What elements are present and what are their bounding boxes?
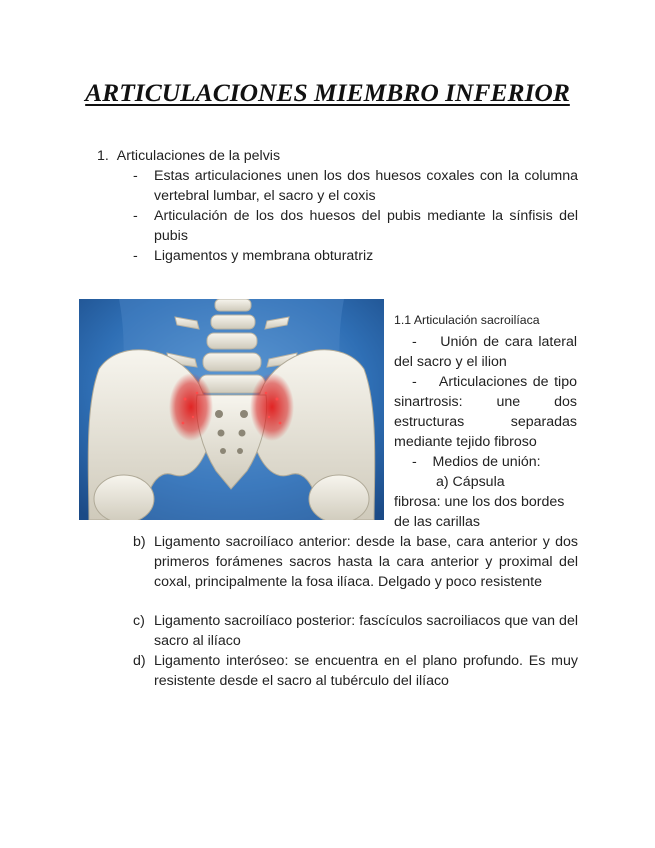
list-item: Ligamento interóseo: se encuentra en el plano profundo. Es muy resistente desde el sacro al tubérculo del ilíaco bbox=[154, 653, 578, 689]
section-heading bbox=[97, 146, 280, 166]
paragraph-text: Medios de unión: bbox=[432, 454, 541, 470]
paragraph-text: Unión de cara lateral del sacro y el ilion bbox=[394, 334, 577, 370]
paragraph-text: Articulaciones de tipo sinartrosis: une dos estructuras separadas mediante tejido fibroso bbox=[394, 374, 577, 450]
subsection-paragraph bbox=[394, 452, 577, 472]
subsection-heading: 1.1 Articulación sacroilíaca bbox=[394, 313, 540, 327]
bullet-item: Estas articulaciones unen los dos huesos coxales con la columna vertebral lumbar, el sacro y el coxis bbox=[154, 168, 578, 204]
section-heading-text: Articulaciones de la pelvis bbox=[116, 148, 281, 164]
bullet-dash: - bbox=[412, 454, 417, 470]
subsection-paragraph: fibrosa: une los dos bordes de las carillas bbox=[394, 494, 565, 530]
bullet-dash: - bbox=[133, 168, 138, 184]
page-title: ARTICULACIONES MIEMBRO INFERIOR bbox=[85, 78, 570, 107]
section-number: 1. bbox=[97, 148, 109, 164]
list-item-label: d) bbox=[133, 653, 146, 669]
bullet-dash: - bbox=[412, 334, 417, 350]
list-item-label: b) bbox=[133, 534, 146, 550]
bullet-item: Ligamentos y membrana obturatriz bbox=[154, 248, 374, 264]
bullet-dash: - bbox=[133, 208, 138, 224]
list-item: Ligamento sacroilíaco anterior: desde la base, cara anterior y dos primeros forámenes sacros hasta la cara anterior y proximal del coxal, principalmente la fosa ilíaca. Delgado y poco resistente bbox=[154, 534, 578, 590]
subsection-paragraph bbox=[394, 332, 577, 372]
subsection-paragraph bbox=[394, 372, 577, 452]
pelvis-illustration bbox=[79, 299, 384, 520]
list-item-label: c) bbox=[133, 613, 145, 629]
bullet-dash: - bbox=[412, 374, 417, 390]
list-item: Ligamento sacroilíaco posterior: fascículos sacroiliacos que van del sacro al ilíaco bbox=[154, 613, 578, 649]
bullet-dash: - bbox=[133, 248, 138, 264]
subsection-label: a) Cápsula bbox=[436, 474, 505, 490]
bullet-item: Articulación de los dos huesos del pubis mediante la sínfisis del pubis bbox=[154, 208, 578, 244]
